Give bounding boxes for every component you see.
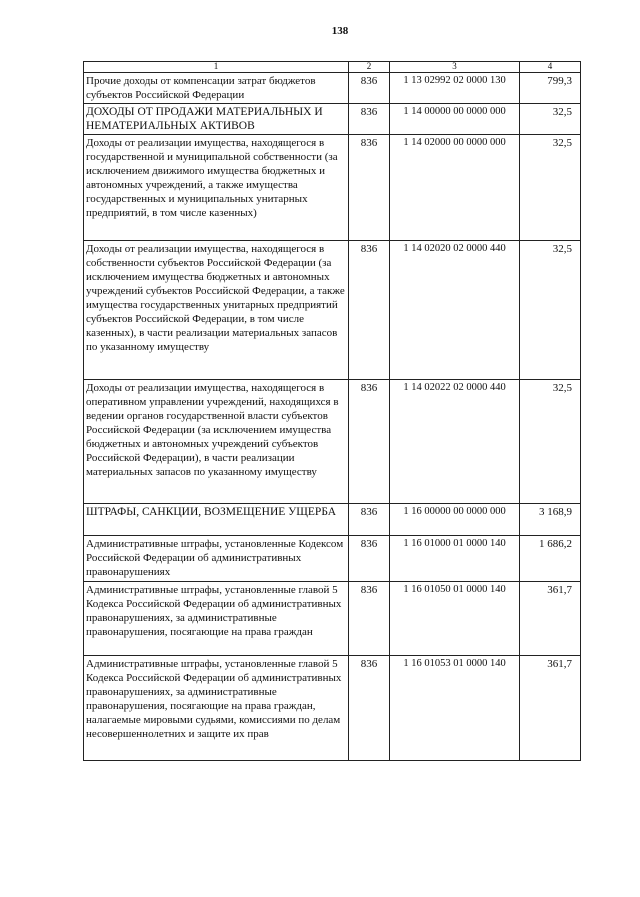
row-budget-code: 1 16 01000 01 0000 140	[390, 536, 520, 582]
page-number: 138	[331, 25, 349, 37]
row-amount: 32,5	[520, 241, 581, 380]
row-amount: 361,7	[520, 656, 581, 761]
row-budget-code: 1 16 01050 01 0000 140	[390, 582, 520, 656]
table-row	[84, 241, 581, 380]
table-row	[84, 73, 581, 104]
row-admin-code: 836	[349, 380, 390, 504]
row-admin-code: 836	[349, 73, 390, 104]
row-budget-code: 1 14 02000 00 0000 000	[390, 135, 520, 241]
row-name: ШТРАФЫ, САНКЦИИ, ВОЗМЕЩЕНИЕ УЩЕРБА	[84, 504, 349, 536]
row-budget-code: 1 14 00000 00 0000 000	[390, 104, 520, 135]
table-row	[84, 504, 581, 536]
row-admin-code: 836	[349, 536, 390, 582]
row-name: Административные штрафы, установленные главой 5 Кодекса Российской Федерации об административных правонарушениях, за административные правонарушения, посягающие на права граждан	[84, 582, 349, 656]
row-amount: 32,5	[520, 380, 581, 504]
row-amount: 32,5	[520, 135, 581, 241]
column-header-4: 4	[520, 62, 581, 73]
table-row	[84, 380, 581, 504]
row-amount: 799,3	[520, 73, 581, 104]
row-admin-code: 836	[349, 104, 390, 135]
row-amount: 3 168,9	[520, 504, 581, 536]
row-budget-code: 1 16 00000 00 0000 000	[390, 504, 520, 536]
row-name: Прочие доходы от компенсации затрат бюджетов субъектов Российской Федерации	[84, 73, 349, 104]
row-name: Доходы от реализации имущества, находящегося в государственной и муниципальной собственности (за исключением движимого имущества бюджетных и автономных учреждений, а также имущества государственных и муниципальных унитарных предприятий, в том числе казенных)	[84, 135, 349, 241]
table-row	[84, 656, 581, 761]
table-row	[84, 104, 581, 135]
revenue-table	[83, 61, 581, 761]
row-budget-code: 1 16 01053 01 0000 140	[390, 656, 520, 761]
row-name: Доходы от реализации имущества, находящегося в собственности субъектов Российской Федерации (за исключением имущества бюджетных и автономных учреждений субъектов Российской Федерации, а также имущества государственных унитарных предприятий субъектов Российской Федерации, в том числе казенных), в части реализации материальных запасов по указанному имуществу	[84, 241, 349, 380]
row-name: Административные штрафы, установленные главой 5 Кодекса Российской Федерации об административных правонарушениях, за административные правонарушения, посягающие на права граждан, налагаемые мировыми судьями, комиссиями по делам несовершеннолетних и защите их прав	[84, 656, 349, 761]
table-row	[84, 582, 581, 656]
row-amount: 32,5	[520, 104, 581, 135]
row-name: Административные штрафы, установленные Кодексом Российской Федерации об административных правонарушениях	[84, 536, 349, 582]
column-header-1: 1	[84, 62, 349, 73]
row-amount: 361,7	[520, 582, 581, 656]
table-row	[84, 135, 581, 241]
row-amount: 1 686,2	[520, 536, 581, 582]
table-header-row	[84, 62, 581, 73]
row-admin-code: 836	[349, 656, 390, 761]
row-budget-code: 1 14 02020 02 0000 440	[390, 241, 520, 380]
row-name: ДОХОДЫ ОТ ПРОДАЖИ МАТЕРИАЛЬНЫХ И НЕМАТЕРИАЛЬНЫХ АКТИВОВ	[84, 104, 349, 135]
row-admin-code: 836	[349, 504, 390, 536]
row-budget-code: 1 13 02992 02 0000 130	[390, 73, 520, 104]
column-header-2: 2	[349, 62, 390, 73]
column-header-3: 3	[390, 62, 520, 73]
row-name: Доходы от реализации имущества, находящегося в оперативном управлении учреждений, находящихся в ведении органов государственной власти субъектов Российской Федерации (за исключением имущества бюджетных и автономных учреждений субъектов Российской Федерации), в части реализации материальных запасов по указанному имуществу	[84, 380, 349, 504]
row-admin-code: 836	[349, 582, 390, 656]
table-row	[84, 536, 581, 582]
row-budget-code: 1 14 02022 02 0000 440	[390, 380, 520, 504]
row-admin-code: 836	[349, 241, 390, 380]
row-admin-code: 836	[349, 135, 390, 241]
